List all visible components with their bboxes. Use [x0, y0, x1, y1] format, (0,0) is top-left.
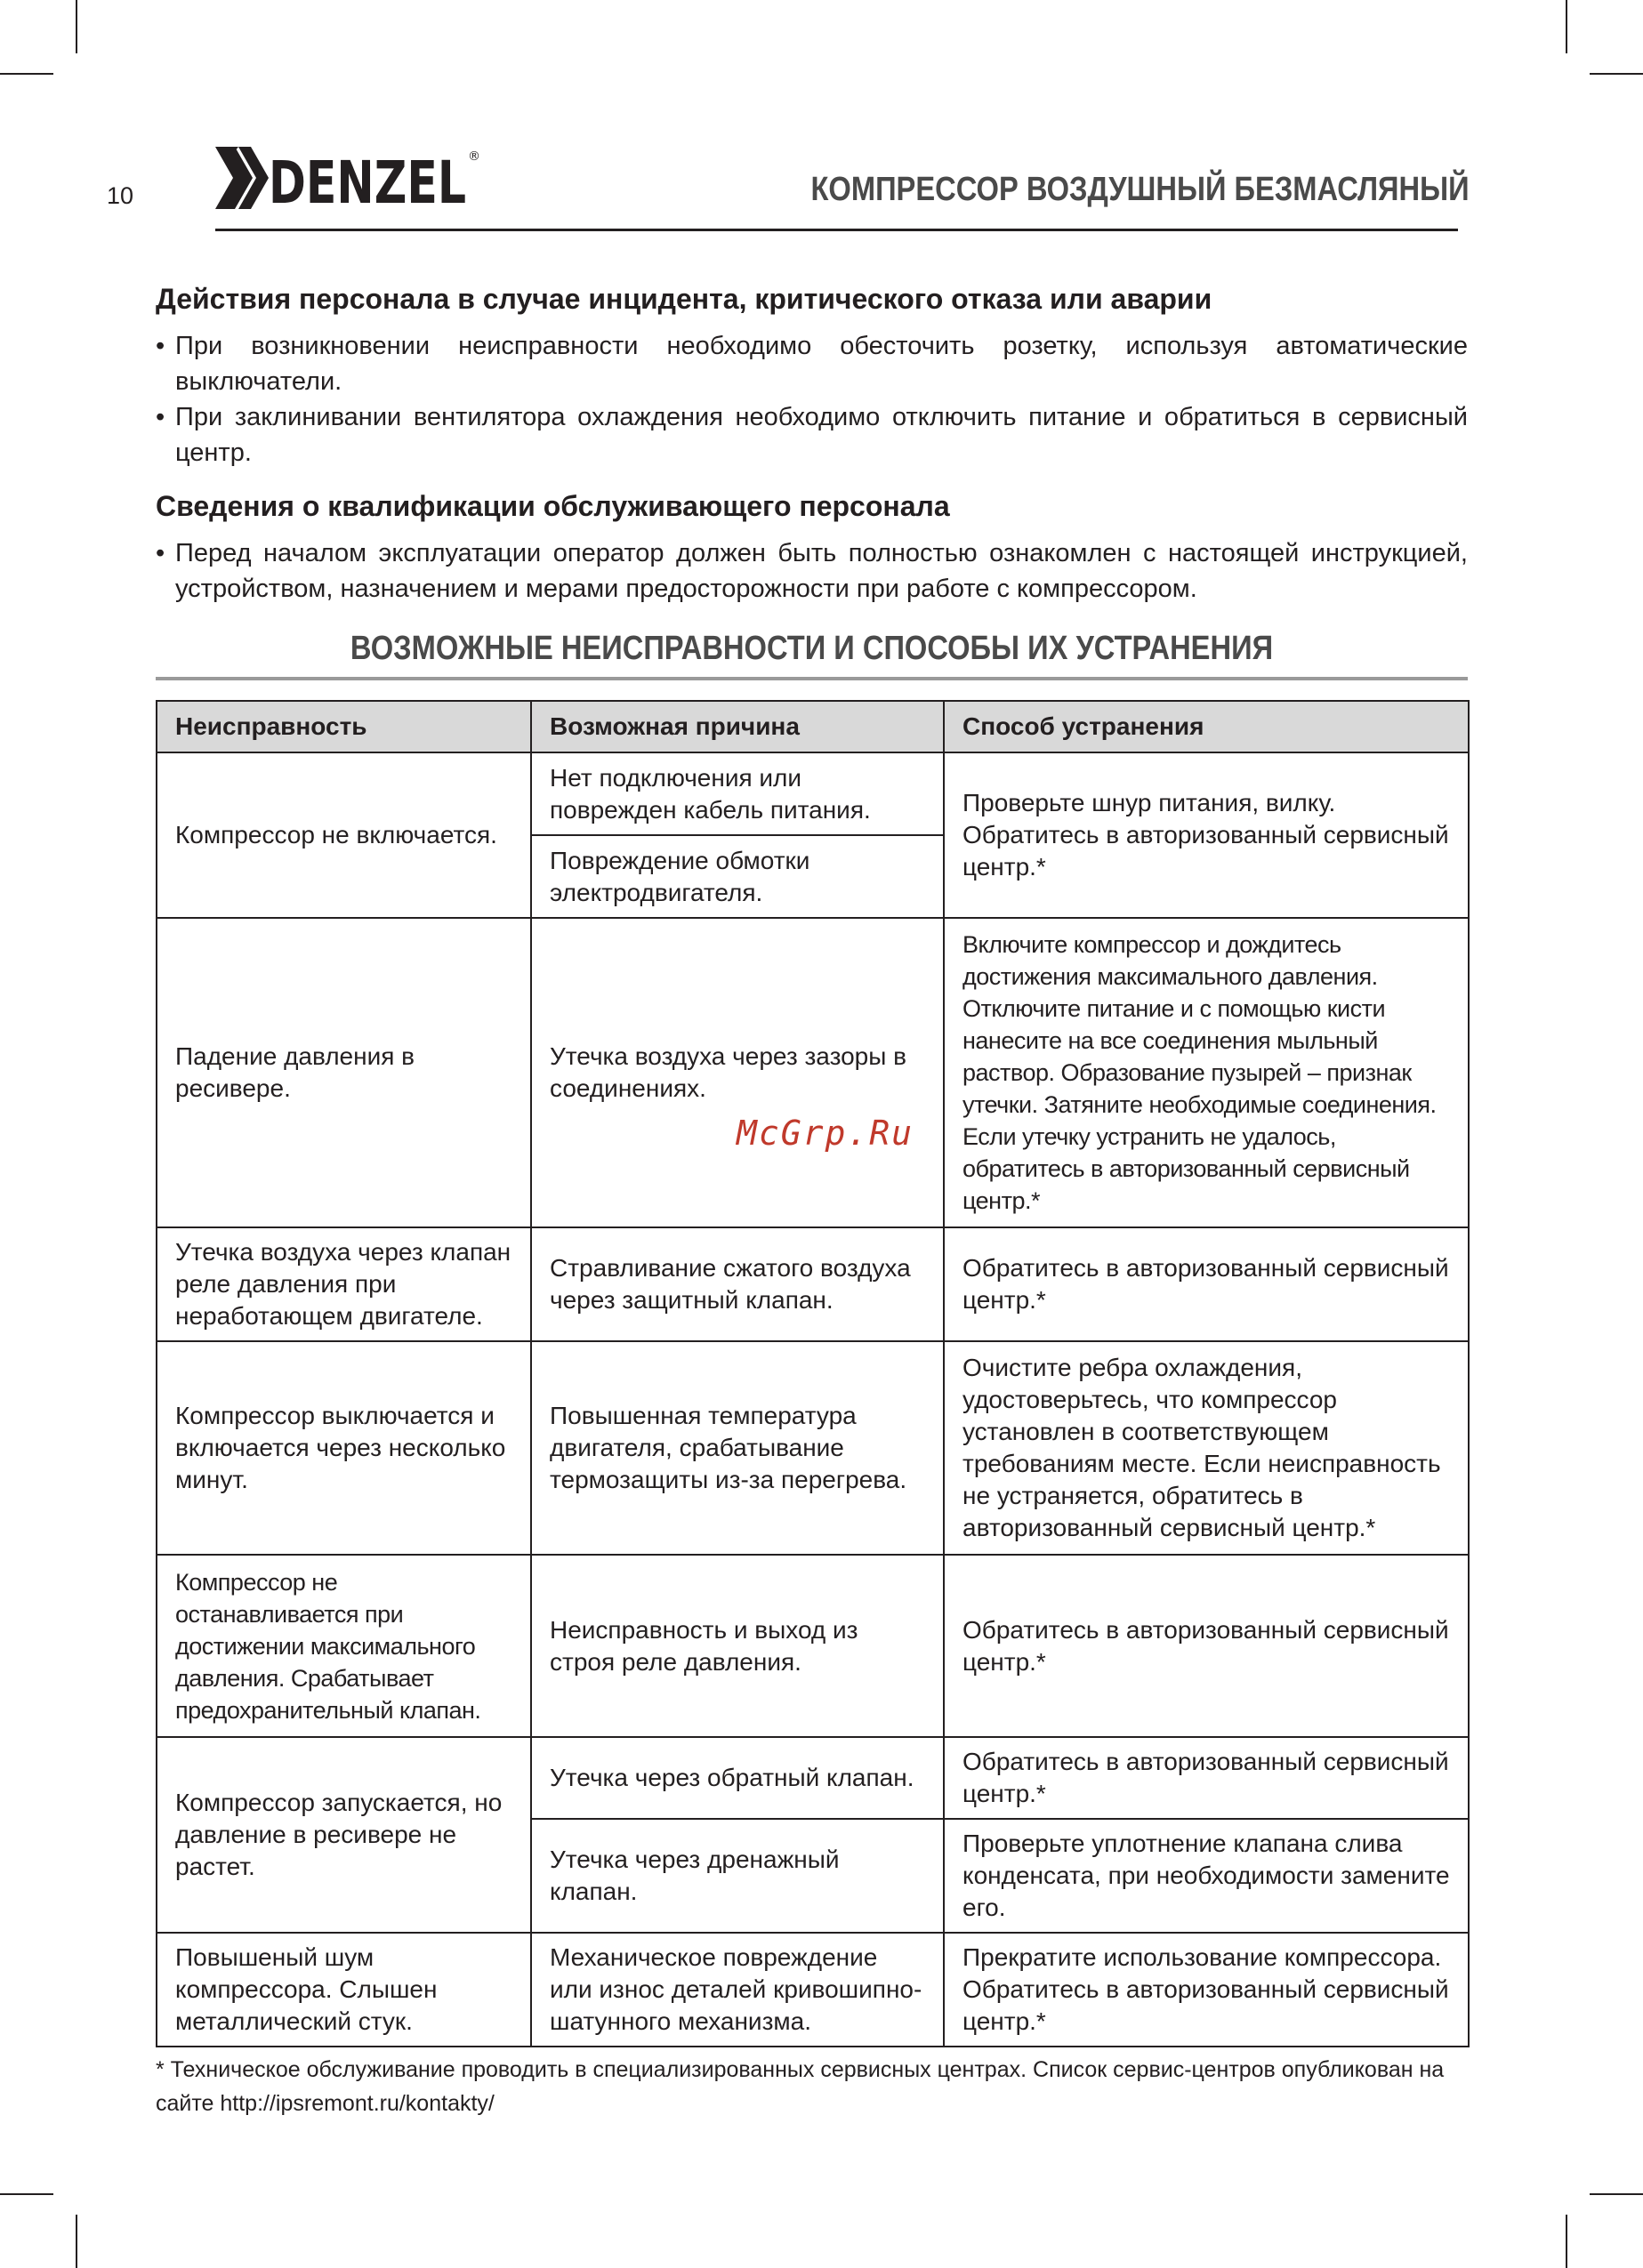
section-heading-qualification: Сведения о квалификации обслуживающего персонала [156, 490, 950, 522]
document-title: КОМПРЕССОР ВОЗДУШНЫЙ БЕЗМАСЛЯНЫЙ [810, 171, 1470, 208]
remedy-cell: Включите компрессор и дождитесь достижения максимального давления. Отключите питание и с помощью кисти нанесите на все соединения мыльный раствор. Образование пузырей – признак утечки. Затяните необходимые соединения. Если утечку устранить не удалось, обратитесь в авторизованный сервисный центр.* [944, 918, 1469, 1227]
remedy-cell: Прекратите использование компрессора. Обратитесь в авторизованный сервисный центр.* [944, 1933, 1469, 2047]
list-item: • При возникновении неисправности необходимо обесточить розетку, используя автоматические выключатели. [156, 328, 1468, 399]
table-header-row [157, 701, 1469, 752]
remedy-cell: Обратитесь в авторизованный сервисный центр.* [944, 1227, 1469, 1341]
list-item: • Перед началом эксплуатации оператор должен быть полностью ознакомлен с настоящей инструкцией, устройством, назначением и мерами предосторожности при работе с компрессором. [156, 535, 1468, 607]
troubleshooting-table [156, 700, 1470, 2047]
cause-cell: Неисправность и выход из строя реле давления. [531, 1555, 944, 1737]
crop-mark [0, 2193, 53, 2195]
remedy-cell: Обратитесь в авторизованный сервисный центр.* [944, 1555, 1469, 1737]
qualification-list [156, 535, 1468, 607]
column-header-fault: Неисправность [157, 701, 531, 752]
cause-cell: Утечка воздуха через зазоры в соединениях. [531, 918, 944, 1227]
page-number: 10 [107, 182, 134, 209]
fault-cell: Компрессор выключается и включается через несколько минут. [157, 1341, 531, 1555]
page-content [156, 283, 1468, 2047]
column-header-cause: Возможная причина [531, 701, 944, 752]
table-row [157, 1737, 1469, 1819]
crop-mark [1590, 73, 1643, 75]
fault-cell: Повышеный шум компрессора. Слышен металлический стук. [157, 1933, 531, 2047]
header-divider [215, 229, 1458, 231]
table-row [157, 1933, 1469, 2047]
crop-mark [1590, 2193, 1643, 2195]
remedy-cell: Обратитесь в авторизованный сервисный центр.* [944, 1737, 1469, 1819]
cause-cell: Повреждение обмотки электродвигателя. [531, 835, 944, 918]
list-item: • При заклинивании вентилятора охлаждения необходимо отключить питание и обратиться в сервисный центр. [156, 399, 1468, 470]
brand-text: DENZEL [269, 149, 466, 213]
troubleshooting-title: ВОЗМОЖНЫЕ НЕИСПРАВНОСТИ И СПОСОБЫ ИХ УСТРАНЕНИЯ [350, 630, 1274, 667]
cause-cell: Стравливание сжатого воздуха через защитный клапан. [531, 1227, 944, 1341]
table-row [157, 1555, 1469, 1737]
table-row [157, 918, 1469, 1227]
column-header-remedy: Способ устранения [944, 701, 1469, 752]
svg-text:®: ® [468, 149, 480, 164]
incident-list [156, 328, 1468, 470]
table-row [157, 752, 1469, 835]
table-row [157, 1227, 1469, 1341]
crop-mark [76, 2215, 77, 2268]
fault-cell: Компрессор не останавливается при достижении максимального давления. Срабатывает предохранительный клапан. [157, 1555, 531, 1737]
cause-cell: Механическое повреждение или износ деталей кривошипно-шатунного механизма. [531, 1933, 944, 2047]
fault-cell: Компрессор запускается, но давление в ресивере не растет. [157, 1737, 531, 1933]
section-heading-incident: Действия персонала в случае инцидента, критического отказа или аварии [156, 283, 1212, 315]
title-divider [156, 677, 1468, 680]
fault-cell: Компрессор не включается. [157, 752, 531, 918]
fault-cell: Падение давления в ресивере. [157, 918, 531, 1227]
cause-cell: Нет подключения или поврежден кабель питания. [531, 752, 944, 835]
footnote: * Техническое обслуживание проводить в специализированных сервисных центрах. Список сервис-центров опубликован на сайте http://ipsremont.ru/kontakty/ [156, 2057, 1445, 2116]
cause-cell: Утечка через дренажный клапан. [531, 1819, 944, 1933]
watermark: McGrp.Ru [737, 1114, 914, 1153]
fault-cell: Утечка воздуха через клапан реле давления при неработающем двигателе. [157, 1227, 531, 1341]
crop-mark [0, 73, 53, 75]
cause-cell: Утечка через обратный клапан. [531, 1737, 944, 1819]
crop-mark [1566, 2215, 1567, 2268]
crop-mark [1566, 0, 1567, 53]
remedy-cell: Проверьте шнур питания, вилку. Обратитесь в авторизованный сервисный центр.* [944, 752, 1469, 918]
remedy-cell: Очистите ребра охлаждения, удостоверьтесь, что компрессор установлен в соответствующем требованиям месте. Если неисправность не устраняется, обратитесь в авторизованный сервисный центр.* [944, 1341, 1469, 1555]
denzel-logo [215, 142, 482, 213]
remedy-cell: Проверьте уплотнение клапана слива конденсата, при необходимости замените его. [944, 1819, 1469, 1933]
cause-cell: Повышенная температура двигателя, срабатывание термозащиты из-за перегрева. [531, 1341, 944, 1555]
table-row [157, 1341, 1469, 1555]
crop-mark [76, 0, 77, 53]
